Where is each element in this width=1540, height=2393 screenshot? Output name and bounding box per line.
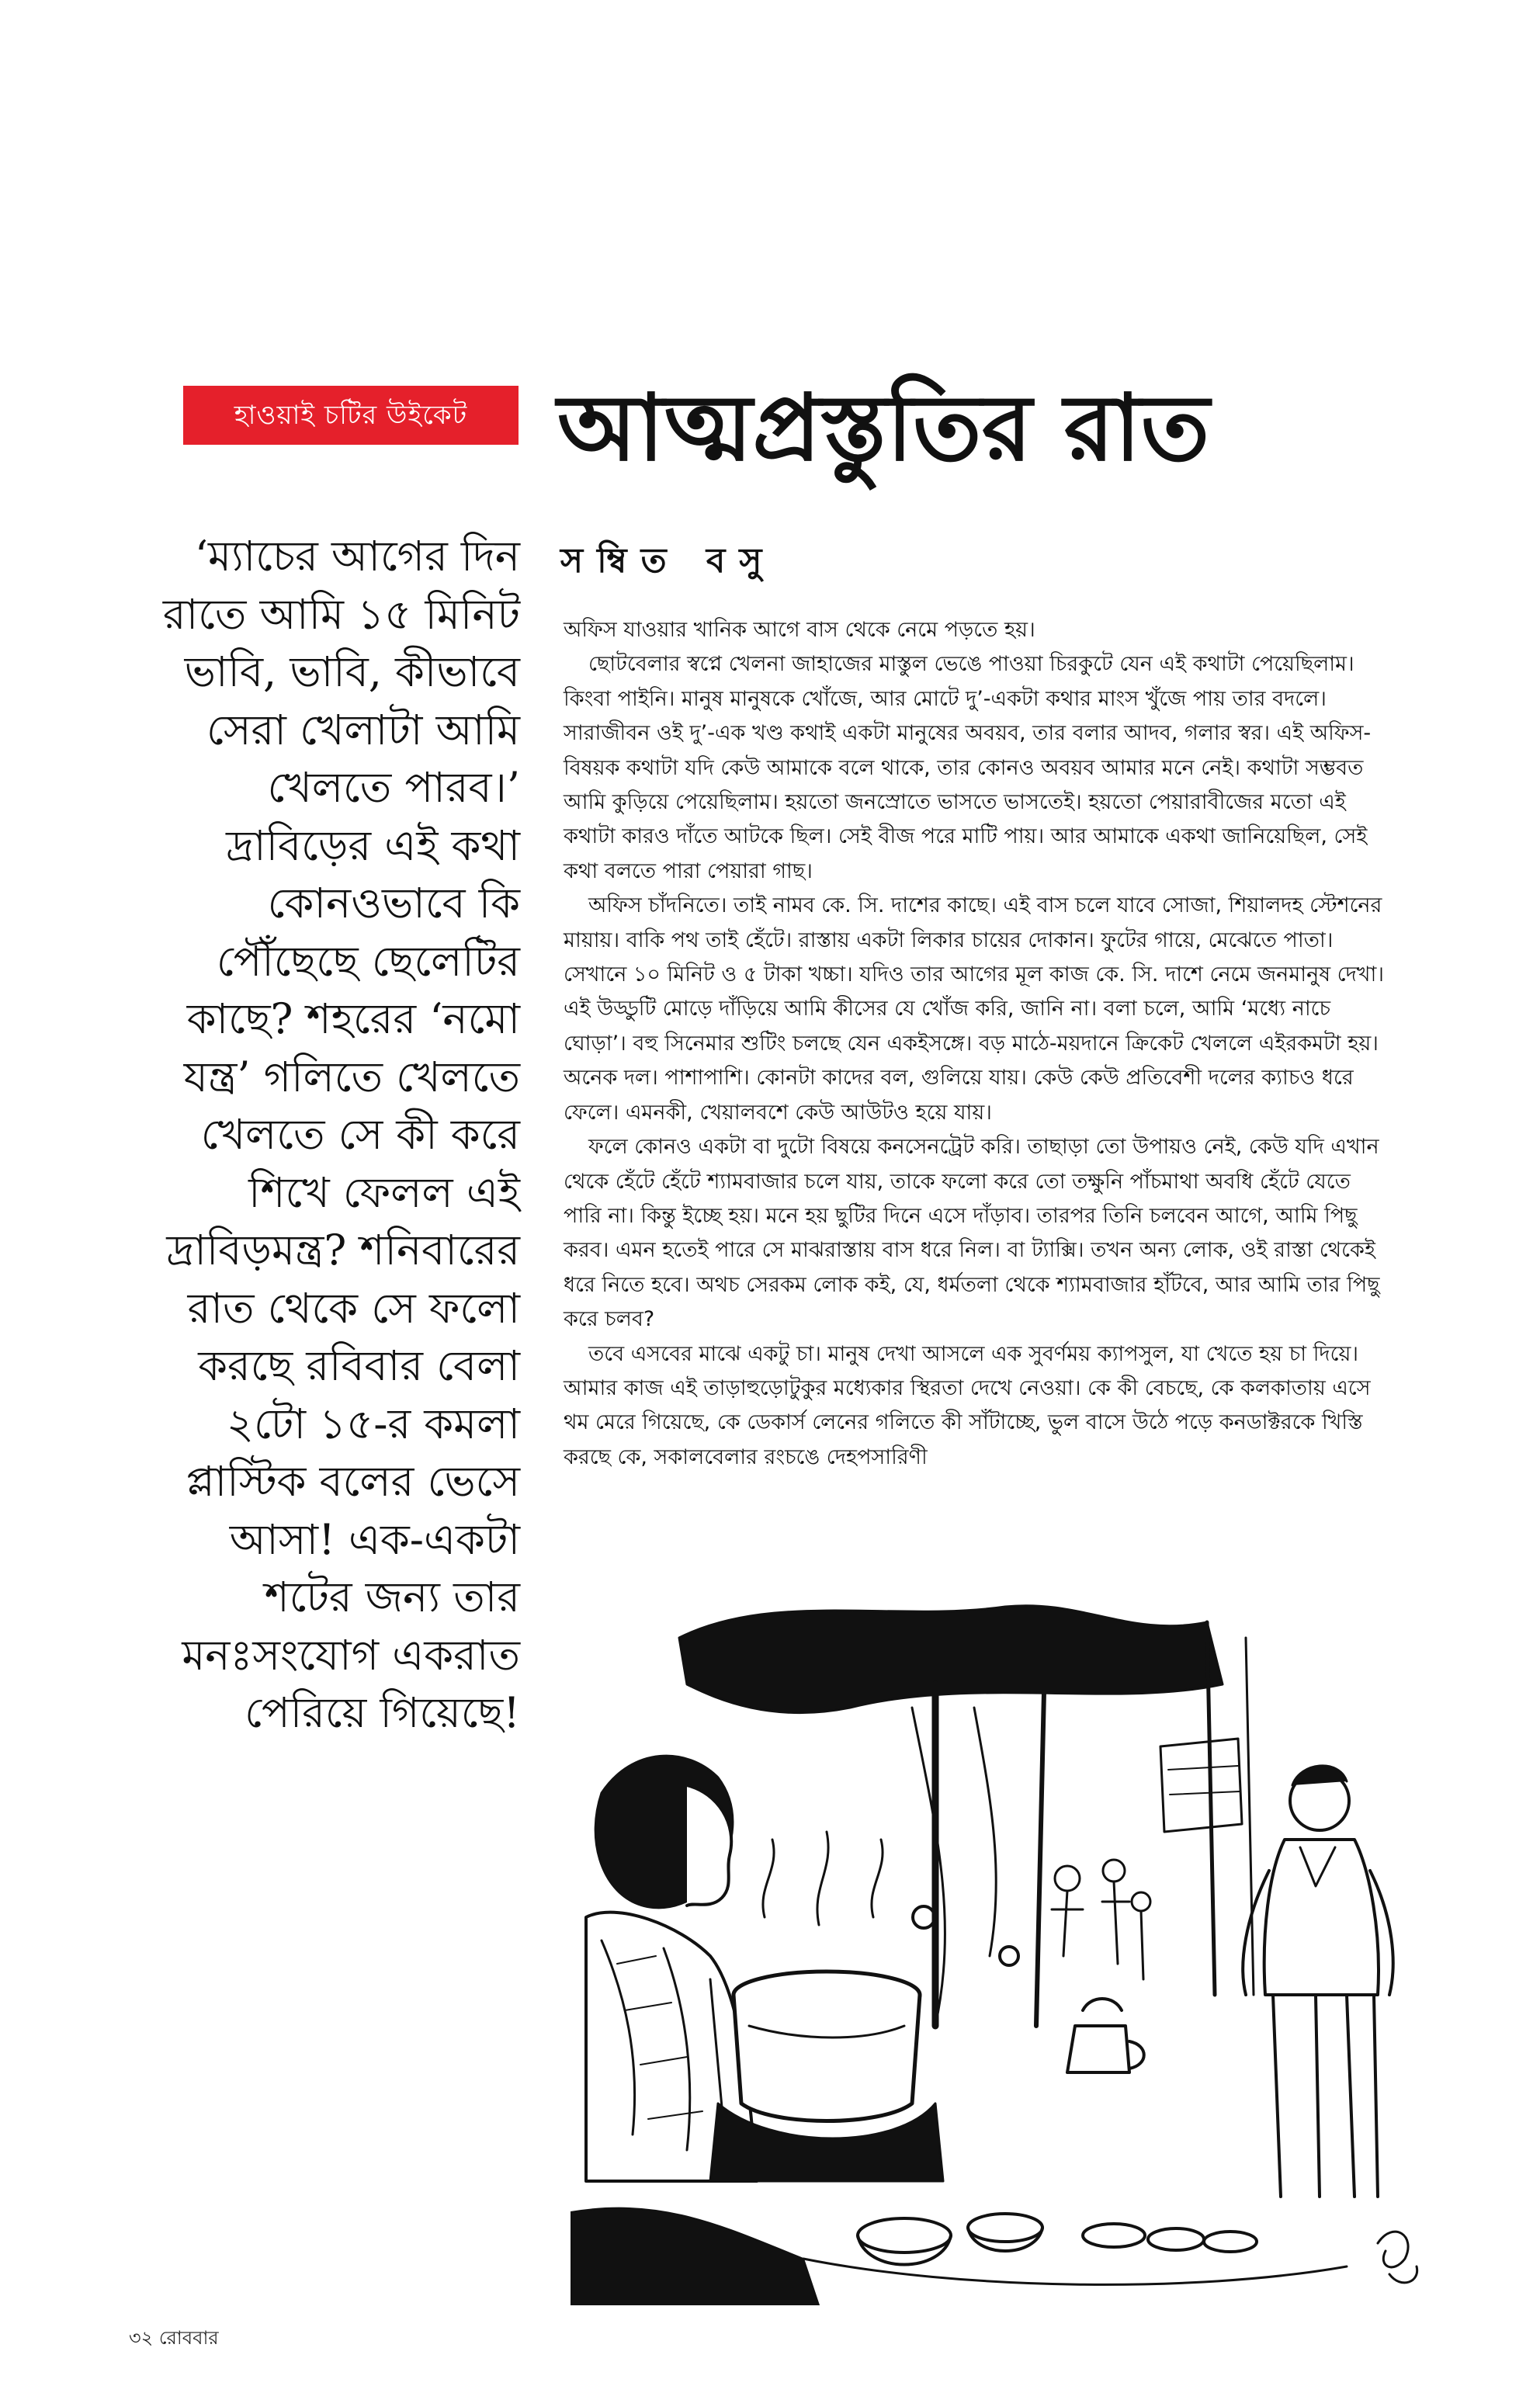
- article-paragraph: অফিস যাওয়ার খানিক আগে বাস থেকে নেমে পড়তে হয়।: [564, 618, 1035, 642]
- pull-quote: ‘ম্যাচের আগের দিন রাতে আমি ১৫ মিনিট ভাবি, ভাবি, কীভাবে সেরা খেলাটা আমি খেলতে পারব।’ দ্রাবিড়ের এই কথা কোনওভাবে কি পৌঁছেছে ছেলেটির কাছে? শহরের ‘নমো যন্ত্র’ গলিতে খেলতে খেলতে সে কী করে শিখে ফেলল এই দ্রাবিড়মন্ত্র? শনিবারের রাত থেকে সে ফলো করছে রবিবার বেলা ২টো ১৫-র কমলা প্লাস্টিক বলের ভেসে আসা! এক-একটা শটের জন্য তার মনঃসংযোগ একরাত পেরিয়ে গিয়েছে!: [162, 532, 520, 1737]
- article-paragraph: তবে এসবের মাঝে একটু চা। মানুষ দেখা আসলে এক সুবর্ণময় ক্যাপসুল, যা খেতে হয় চা দিয়ে। আমার কাজ এই তাড়াহুড়োটুকুর মধ্যেকার স্থিরতা দেখে নেওয়া। কে কী বেচছে, কে কলকাতায় এসে থম মেরে গিয়েছে, কে ডেকার্স লেনের গলিতে কী সাঁটাচ্ছে, ভুল বাসে উঠে পড়ে কনডাক্টরকে খিস্তি করছে কে, সকালবেলার রংচঙে দেহপসারিণী: [564, 1341, 1371, 1469]
- article-paragraph: ছোটবেলার স্বপ্নে খেলনা জাহাজের মাস্তুল ভেঙে পাওয়া চিরকুটে যেন এই কথাটা পেয়েছিলাম। কিংবা পাইনি। মানুষ মানুষকে খোঁজে, আর মোটে দু’-একটা কথার মাংস খুঁজে পায় তার বদলে। সারাজীবন ওই দু’-এক খণ্ড কথাই একটা মানুষের অবয়ব, তার বলার আদব, গলার স্বর। এই অফিস-বিষয়ক কথাটা যদি কেউ আমাকে বলে থাকে, তার কোনও অবয়ব আমার মনে নেই। কথাটা সম্ভবত আমি কুড়িয়ে পেয়েছিলাম। হয়তো জনস্রোতে ভাসতে ভাসতেই। হয়তো পেয়ারাবীজের মতো এই কথাটা কারও দাঁতে আটকে ছিল। সেই বীজ পরে মাটি পায়। আর আমাকে একথা জানিয়েছিল, সেই কথা বলতে পারা পেয়ারা গাছ।: [564, 652, 1372, 883]
- section-tag: হাওয়াই চটির উইকেট: [183, 386, 519, 445]
- article-paragraph: অফিস চাঁদনিতে। তাই নামব কে. সি. দাশের কাছে। এই বাস চলে যাবে সোজা, শিয়ালদহ স্টেশনের মায়ায়। বাকি পথ তাই হেঁটে। রাস্তায় একটা লিকার চায়ের দোকান। ফুটের গায়ে, মেঝেতে পাতা। সেখানে ১০ মিনিট ও ৫ টাকা খচ্চা। যদিও তার আগের মূল কাজ কে. সি. দাশে নেমে জনমানুষ দেখা। এই উড্ডুটি মোড়ে দাঁড়িয়ে আমি কীসের যে খোঁজ করি, জানি না। বলা চলে, আমি ‘মধ্যে নাচে ঘোড়া’। বহু সিনেমার শুটিং চলছে যেন একইসঙ্গে। বড় মাঠে-ময়দানে ক্রিকেট খেললে এইরকমটা হয়। অনেক দল। পাশাপাশি। কোনটা কাদের বল, গুলিয়ে যায়। কেউ কেউ প্রতিবেশী দলের ক্যাচও ধরে ফেলে। এমনকী, খেয়ালবশে কেউ আউটও হয়ে যায়।: [564, 893, 1385, 1125]
- awning-ink: [679, 1606, 1223, 1713]
- byline: সম্বিত বসু: [560, 541, 776, 581]
- background-crowd: [1052, 1860, 1150, 1979]
- ground-ink: [571, 2208, 819, 2305]
- street-scene-illustration: [571, 1591, 1428, 2305]
- page-folio: ৩২ রোববার: [129, 2327, 219, 2349]
- headline: আত্মপ্রস্তুতির রাত: [557, 373, 1210, 481]
- article-paragraph: ফলে কোনও একটা বা দুটো বিষয়ে কনসেনট্রেট করি। তাছাড়া তো উপায়ও নেই, কেউ যদি এখান থেকে হেঁটে হেঁটে শ্যামবাজার চলে যায়, তাকে ফলো করে তো তক্ষুনি পাঁচমাথা অবধি হেঁটে যেতে পারি না। কিন্তু ইচ্ছে হয়। মনে হয় ছুটির দিনে এসে দাঁড়াব। তারপর তিনি চলবেন আগে, আমি পিছু করব। এমন হতেই পারে সে মাঝরাস্তায় বাস ধরে নিল। বা ট্যাক্সি। তখন অন্য লোক, ওই রাস্তা থেকেই ধরে নিতে হবে। অথচ সেরকম লোক কই, যে, ধর্মতলা থেকে শ্যামবাজার হাঁটবে, আর আমি তার পিছু করে চলব?: [564, 1135, 1380, 1332]
- article-body: [564, 613, 1386, 1475]
- hanging-cup: [913, 1906, 935, 1928]
- artist-signature-mark: [1378, 2232, 1417, 2283]
- tea-pot-stove: [710, 1832, 943, 2181]
- foreground-bowls: [803, 2214, 1347, 2284]
- kettle: [1067, 1999, 1144, 2072]
- boy-figure: [1243, 1766, 1393, 2197]
- pole-right: [1036, 1692, 1044, 2026]
- hanging-cup: [1000, 1947, 1018, 1965]
